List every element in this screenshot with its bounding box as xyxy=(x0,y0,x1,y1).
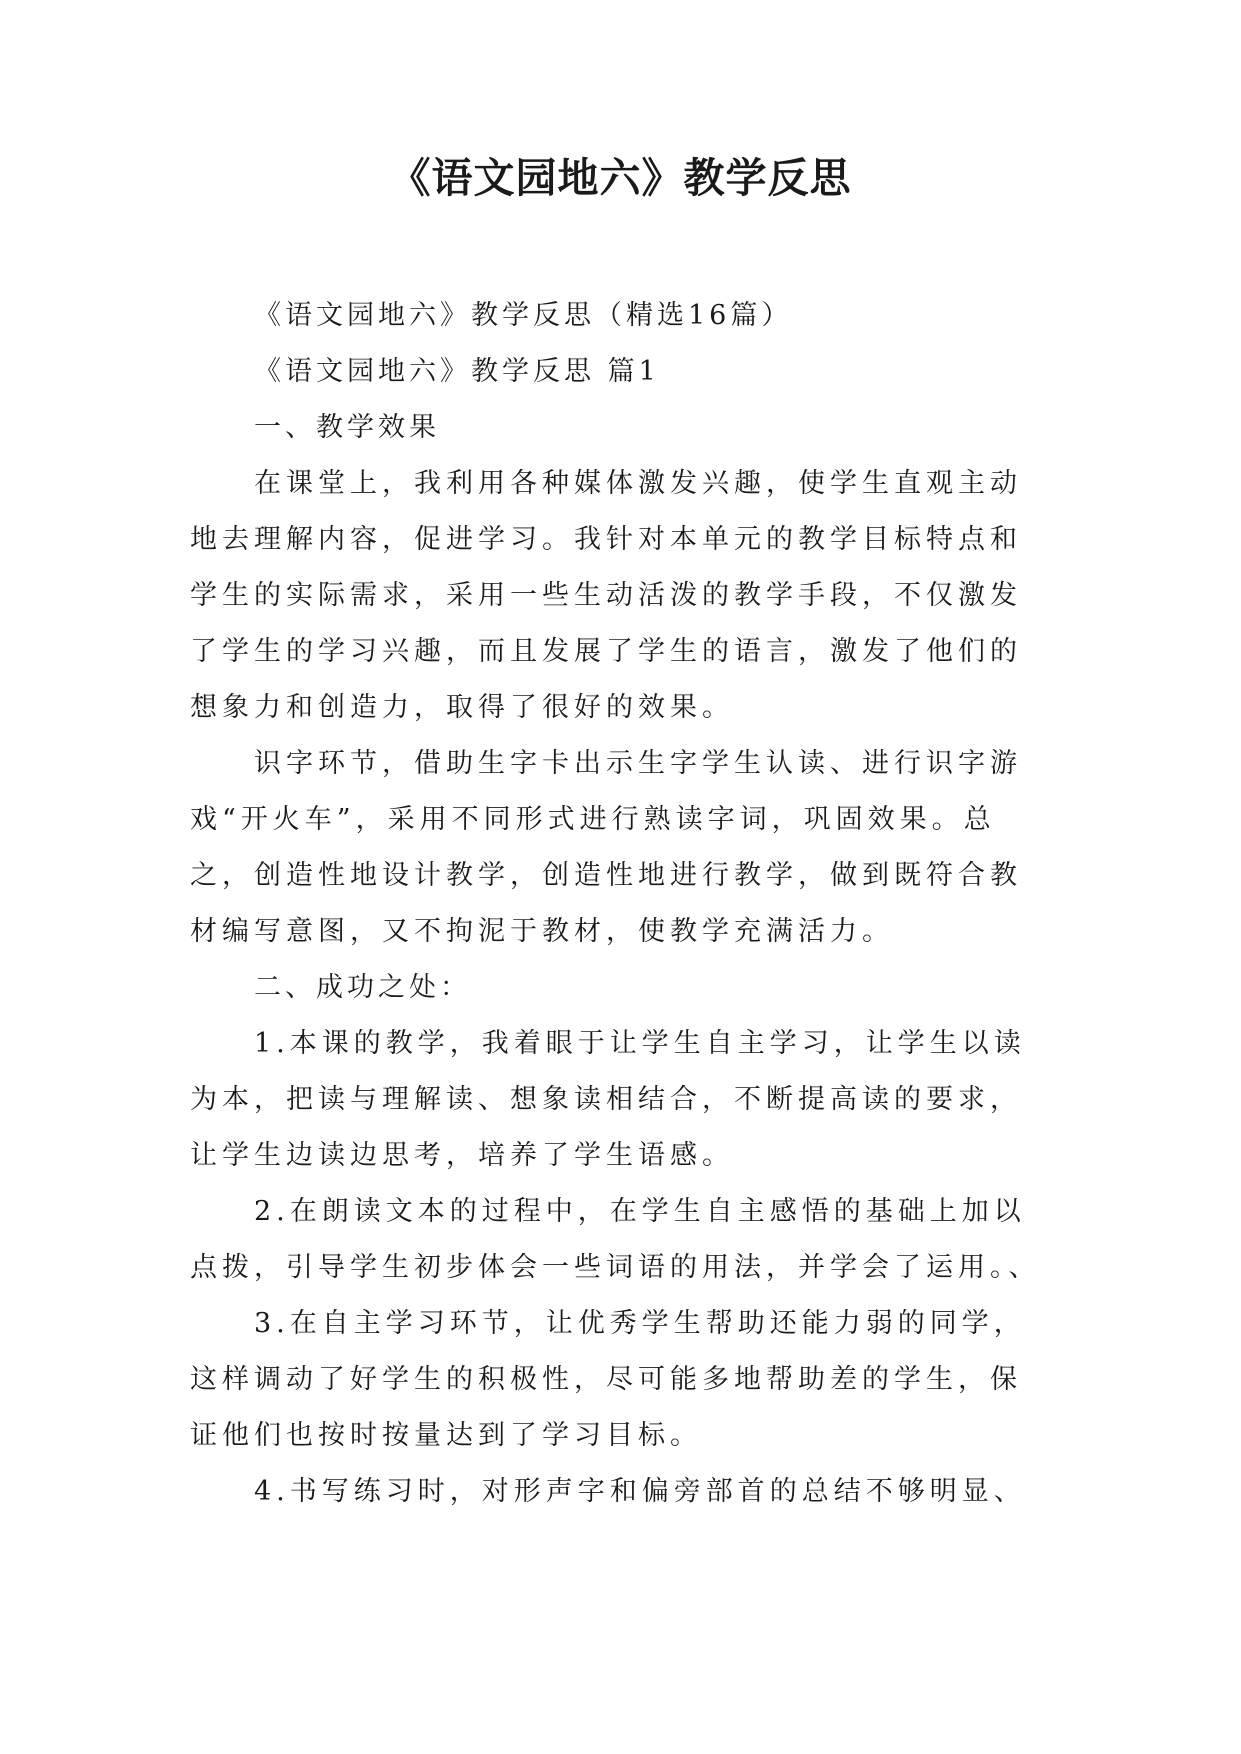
paragraph-line: 识字环节，借助生字卡出示生字学生认读、进行识字游 xyxy=(254,748,1022,779)
paragraph-line: 想象力和创造力，取得了很好的效果。 xyxy=(190,692,734,723)
paragraph-line: 在课堂上，我利用各种媒体激发兴趣，使学生直观主动 xyxy=(254,468,1022,499)
paragraph-line: 为本，把读与理解读、想象读相结合，不断提高读的要求， xyxy=(190,1084,1022,1115)
section-heading-line: 《语文园地六》教学反思 篇1 xyxy=(254,356,660,387)
subheading-line: 一、教学效果 xyxy=(254,412,440,443)
paragraph-line: 了学生的学习兴趣，而且发展了学生的语言，激发了他们的 xyxy=(190,636,1022,667)
paragraph-line: 学生的实际需求，采用一些生动活泼的教学手段，不仅激发 xyxy=(190,580,1022,611)
paragraph-line: 材编写意图，又不拘泥于教材，使教学充满活力。 xyxy=(190,916,894,947)
document-body xyxy=(190,288,1058,1520)
subtitle-line: 《语文园地六》教学反思（精选16篇） xyxy=(254,300,793,331)
list-item-line: 3.在自主学习环节，让优秀学生帮助还能力弱的同学， xyxy=(254,1308,1026,1339)
list-item-line: 1.本课的教学，我着眼于让学生自主学习，让学生以读 xyxy=(254,1028,1026,1059)
paragraph-line: 地去理解内容，促进学习。我针对本单元的教学目标特点和 xyxy=(190,524,1022,555)
paragraph-line: 证他们也按时按量达到了学习目标。 xyxy=(190,1420,702,1451)
paragraph-line: 点拨，引导学生初步体会一些词语的用法，并学会了运用。、 xyxy=(190,1252,1041,1283)
paragraph-line: 这样调动了好学生的积极性，尽可能多地帮助差的学生，保 xyxy=(190,1364,1022,1395)
document-title: 《语文园地六》教学反思 xyxy=(389,154,852,202)
list-item-line: 2.在朗读文本的过程中，在学生自主感悟的基础上加以 xyxy=(254,1196,1026,1227)
paragraph-line: 让学生边读边思考，培养了学生语感。 xyxy=(190,1140,734,1171)
list-item-line: 4.书写练习时，对形声字和偏旁部首的总结不够明显、 xyxy=(254,1476,1026,1507)
paragraph-line: 之，创造性地设计教学，创造性地进行教学，做到既符合教 xyxy=(190,860,1022,891)
paragraph-line: 戏“开火车”，采用不同形式进行熟读字词，巩固效果。总 xyxy=(190,804,996,835)
subheading-line: 二、成功之处： xyxy=(254,972,471,1003)
